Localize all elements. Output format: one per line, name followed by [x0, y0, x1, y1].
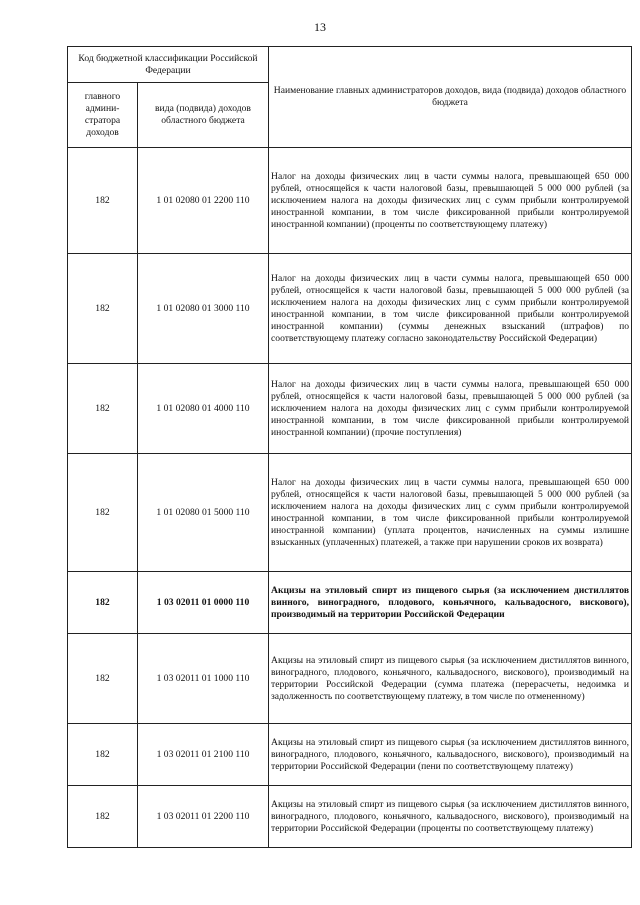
- table-row: [68, 454, 632, 572]
- income-name-cell: Акцизы на этиловый спирт из пищевого сырья (за исключением дистиллятов винного, виноградного, плодового, коньячного, кальвадосного, вискового), производимый на территории Российской Федерации (пени по соответствующему платежу): [269, 724, 632, 786]
- table-body: [68, 148, 632, 848]
- income-code-cell: 1 03 02011 01 0000 110: [138, 572, 269, 634]
- table-header-row: [68, 47, 632, 83]
- income-code-cell: 1 03 02011 01 2200 110: [138, 786, 269, 848]
- header-main-administrator: главного админи-стратора доходов: [68, 83, 138, 148]
- admin-code-cell: 182: [68, 724, 138, 786]
- income-name-cell: Налог на доходы физических лиц в части суммы налога, превышающей 650 000 рублей, относящейся к части налоговой базы, превышающей 5 000 000 рублей (за исключением налога на доходы физических лиц с сумм прибыли контролируемой иностранной компании, в том числе фиксированной прибыли контролируемой иностранной компании) (проценты по соответствующему платежу): [269, 148, 632, 254]
- admin-code-cell: 182: [68, 634, 138, 724]
- admin-code-cell: 182: [68, 572, 138, 634]
- admin-code-cell: 182: [68, 786, 138, 848]
- table-row: [68, 572, 632, 634]
- income-name-cell: Налог на доходы физических лиц в части суммы налога, превышающей 650 000 рублей, относящейся к части налоговой базы, превышающей 5 000 000 рублей (за исключением налога на доходы физических лиц с сумм прибыли контролируемой иностранной компании, в том числе фиксированной прибыли контролируемой иностранной компании) (прочие поступления): [269, 364, 632, 454]
- income-name-cell: Налог на доходы физических лиц в части суммы налога, превышающей 650 000 рублей, относящейся к части налоговой базы, превышающей 5 000 000 рублей (за исключением налога на доходы физических лиц с сумм прибыли контролируемой иностранной компании, в том числе фиксированной прибыли контролируемой иностранной компании) (суммы денежных взысканий (штрафов) по соответствующему платежу согласно законодательству Российской Федерации): [269, 254, 632, 364]
- header-administrator-name: Наименование главных администраторов доходов, вида (подвида) доходов областного бюджета: [269, 47, 632, 148]
- income-code-cell: 1 01 02080 01 3000 110: [138, 254, 269, 364]
- table-row: [68, 634, 632, 724]
- income-name-cell: Налог на доходы физических лиц в части суммы налога, превышающей 650 000 рублей, относящейся к части налоговой базы, превышающей 5 000 000 рублей (за исключением налога на доходы физических лиц с сумм прибыли контролируемой иностранной компании, в том числе фиксированной прибыли контролируемой иностранной компании) (уплата процентов, начисленных на суммы излишне взысканных (уплаченных) платежей, а также при нарушении сроков их возврата): [269, 454, 632, 572]
- admin-code-cell: 182: [68, 254, 138, 364]
- income-name-cell: Акцизы на этиловый спирт из пищевого сырья (за исключением дистиллятов винного, виноградного, плодового, коньячного, кальвадосного, вискового), производимый на территории Российской Федерации (проценты по соответствующему платежу): [269, 786, 632, 848]
- admin-code-cell: 182: [68, 454, 138, 572]
- income-code-cell: 1 03 02011 01 2100 110: [138, 724, 269, 786]
- table-row: [68, 786, 632, 848]
- table-row: [68, 724, 632, 786]
- table-row: [68, 364, 632, 454]
- income-name-cell: Акцизы на этиловый спирт из пищевого сырья (за исключением дистиллятов винного, виноградного, плодового, коньячного, кальвадосного, вискового), производимый на территории Российской Федерации: [269, 572, 632, 634]
- income-name-cell: Акцизы на этиловый спирт из пищевого сырья (за исключением дистиллятов винного, виноградного, плодового, коньячного, кальвадосного, вискового), производимый на территории Российской Федерации (сумма платежа (перерасчеты, недоимка и задолженность по соответствующему платежу, в том числе по отмененному): [269, 634, 632, 724]
- income-code-cell: 1 01 02080 01 5000 110: [138, 454, 269, 572]
- page-number: 13: [314, 20, 326, 34]
- admin-code-cell: 182: [68, 148, 138, 254]
- income-code-cell: 1 03 02011 01 1000 110: [138, 634, 269, 724]
- admin-code-cell: 182: [68, 364, 138, 454]
- revenue-classification-table: [67, 46, 632, 848]
- income-code-cell: 1 01 02080 01 2200 110: [138, 148, 269, 254]
- header-budget-classification-code: Код бюджетной классификации Российской Федерации: [68, 47, 269, 83]
- header-income-type: вида (подвида) доходов областного бюджета: [138, 83, 269, 148]
- table-row: [68, 254, 632, 364]
- table-row: [68, 148, 632, 254]
- income-code-cell: 1 01 02080 01 4000 110: [138, 364, 269, 454]
